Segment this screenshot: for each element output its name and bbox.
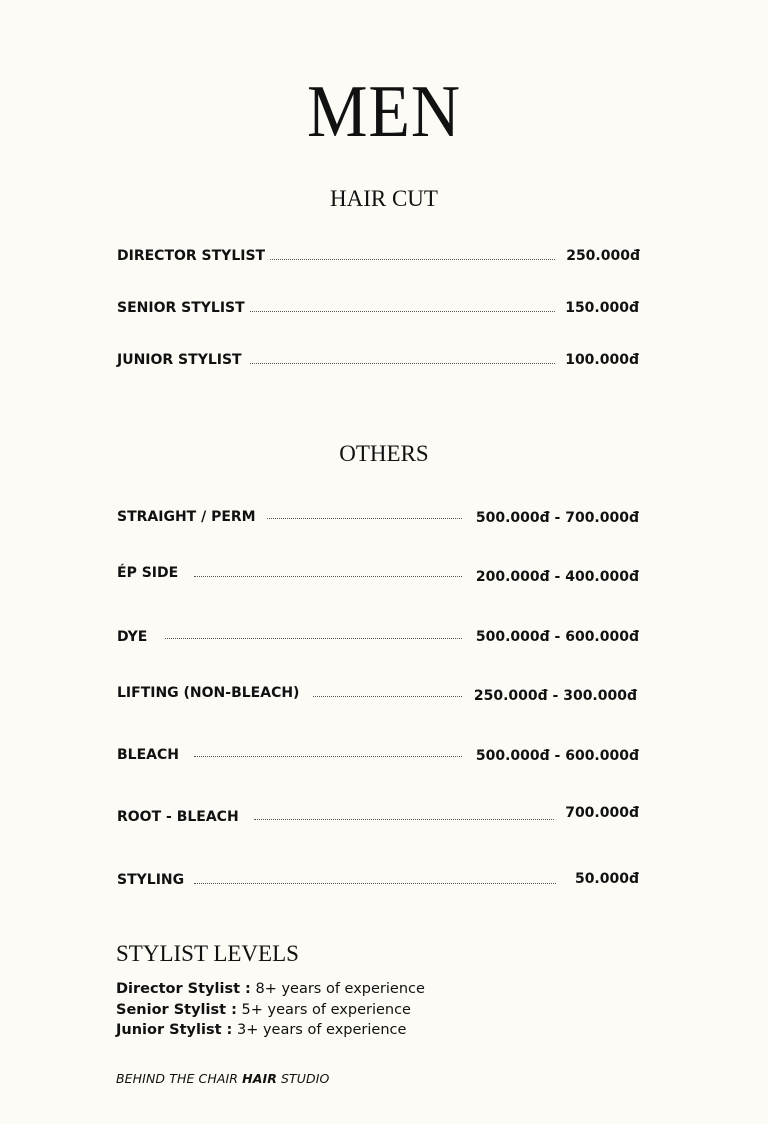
item-price: 50.000đ [574,871,639,887]
item-label: BLEACH [117,747,179,763]
item-price: 250.000đ - 300.000đ [473,688,637,704]
item-price: 100.000đ [565,352,639,368]
item-label: STYLING [117,872,185,888]
item-label: ROOT - BLEACH [117,809,239,825]
level-description: 5+ years of experience [236,1002,411,1018]
footer-emphasis: HAIR [242,1071,277,1086]
level-name: Junior Stylist : [116,1022,233,1038]
item-price: 150.000đ [565,300,639,316]
studio-footer [116,1071,330,1087]
item-price: 200.000đ - 400.000đ [475,569,639,585]
others-heading: OTHERS [339,441,429,466]
item-label: JUNIOR STYLIST [117,352,242,368]
item-label: DIRECTOR STYLIST [117,248,266,264]
item-price: 250.000đ [566,248,640,264]
level-senior [116,1000,411,1020]
level-name: Senior Stylist : [116,1002,237,1018]
footer-prefix: BEHIND THE CHAIR [116,1071,243,1086]
dotted-leader [194,756,462,757]
level-description: 3+ years of experience [232,1022,407,1038]
item-price: 700.000đ [565,805,639,821]
item-price: 500.000đ - 600.000đ [475,629,639,645]
item-price: 500.000đ - 700.000đ [475,510,639,526]
level-description: 8+ years of experience [250,981,425,997]
dotted-leader [267,518,462,519]
stylist-levels-heading: STYLIST LEVELS [116,941,299,966]
level-director [116,979,425,999]
item-label: DYE [117,629,148,645]
item-label: SENIOR STYLIST [117,300,245,316]
level-name: Director Stylist : [116,981,251,997]
page-title: MEN [306,71,462,153]
item-label: ÉP SIDE [117,565,179,581]
item-price: 500.000đ - 600.000đ [475,748,639,764]
level-junior [116,1020,406,1040]
dotted-leader [194,576,462,577]
item-label: STRAIGHT / PERM [117,509,256,525]
item-label: LIFTING (NON-BLEACH) [117,685,300,701]
footer-suffix: STUDIO [276,1071,330,1086]
dotted-leader [165,638,462,639]
haircut-heading: HAIR CUT [330,186,438,211]
